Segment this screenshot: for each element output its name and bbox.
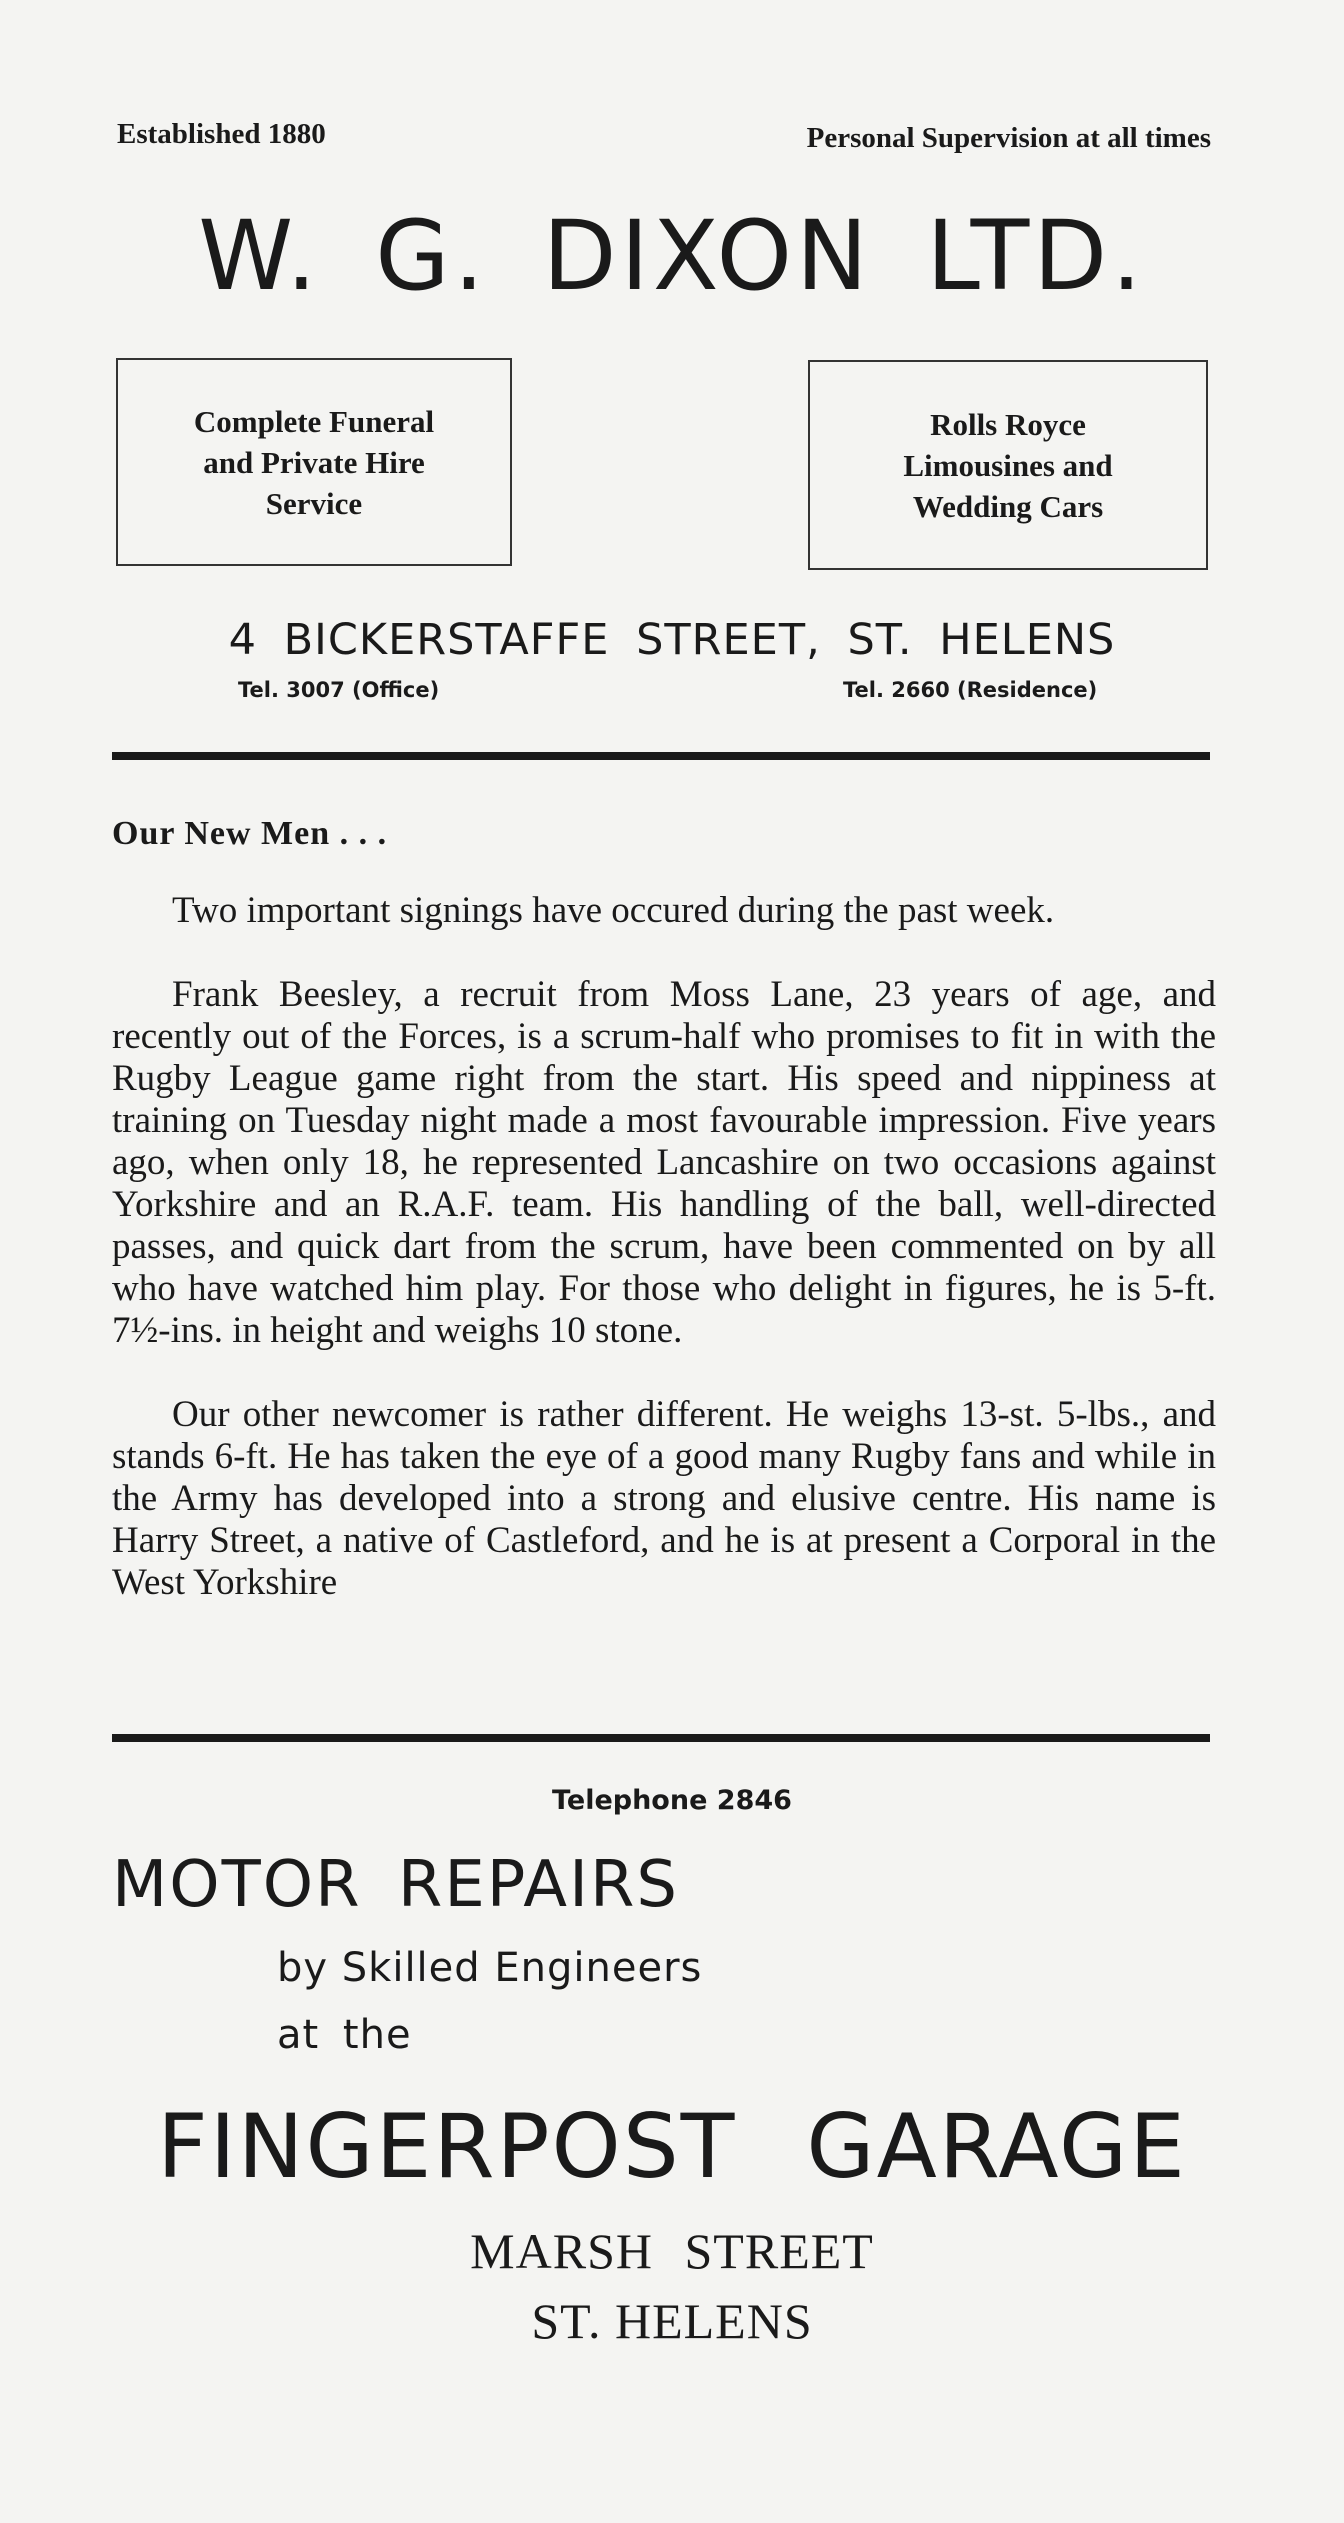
divider-rule — [112, 752, 1210, 760]
tel-residence: Tel. 2660 (Residence) — [843, 678, 1098, 702]
funeral-box-line: Complete Funeral — [193, 403, 435, 439]
garage-town: ST. HELENS — [531, 2293, 813, 2349]
funeral-service-box — [116, 358, 512, 566]
garage-telephone: Telephone 2846 — [552, 1785, 792, 1816]
article-body — [112, 890, 1216, 1646]
article-paragraph: Two important signings have occured during the past week. — [172, 890, 1055, 931]
motor-repairs-headline: MOTOR REPAIRS — [112, 1848, 680, 1922]
supervision-text: Personal Supervision at all times — [806, 122, 1211, 154]
wedding-box-line: Rolls Royce — [930, 406, 1086, 442]
article-paragraph: Frank Beesley, a recruit from Moss Lane, 23 years of age, and recently out of the Forces, is a scrum-half who promises to fit in with the Rugby League game right from the start. His speed and nippiness at training on Tuesday night made a most favourable impression. Five years ago, when only 18, he represented Lancashire on two occasions against Yorkshire and an R.A.F. team. His handling of the ball, well-directed passes, and quick dart from the scrum, have been commented on by all who have watched him play. For those who delight in figures, he is 5-ft. 7½-ins. in height and weighs 10 stone. — [112, 974, 1216, 1351]
article-heading: Our New Men . . . — [112, 815, 388, 852]
established-text: Established 1880 — [117, 118, 326, 150]
funeral-box-line: and Private Hire — [203, 444, 425, 480]
at-the-text: at the — [277, 2012, 412, 2058]
firm-address: 4 BICKERSTAFFE STREET, ST. HELENS — [228, 615, 1116, 665]
wedding-box-line: Wedding Cars — [912, 488, 1104, 524]
divider-rule — [112, 1734, 1210, 1742]
article-paragraph: Our other newcomer is rather different. He weighs 13-st. 5-lbs., and stands 6-ft. He has taken the eye of a good many Rugby fans and while in the Army has developed into a strong and elusive centre. His name is Harry Street, a native of Castleford, and he is at present a Corporal in the West Yorkshire — [112, 1394, 1216, 1603]
skilled-engineers-text: by Skilled Engineers — [277, 1945, 703, 1991]
wedding-cars-box — [808, 360, 1208, 570]
firm-name: W. G. DIXON LTD. — [198, 200, 1146, 312]
funeral-box-line: Service — [265, 485, 363, 521]
garage-name: FINGERPOST GARAGE — [157, 2095, 1187, 2198]
wedding-box-line: Limousines and — [903, 447, 1113, 483]
garage-street: MARSH STREET — [470, 2223, 874, 2279]
tel-office: Tel. 3007 (Office) — [238, 678, 440, 702]
